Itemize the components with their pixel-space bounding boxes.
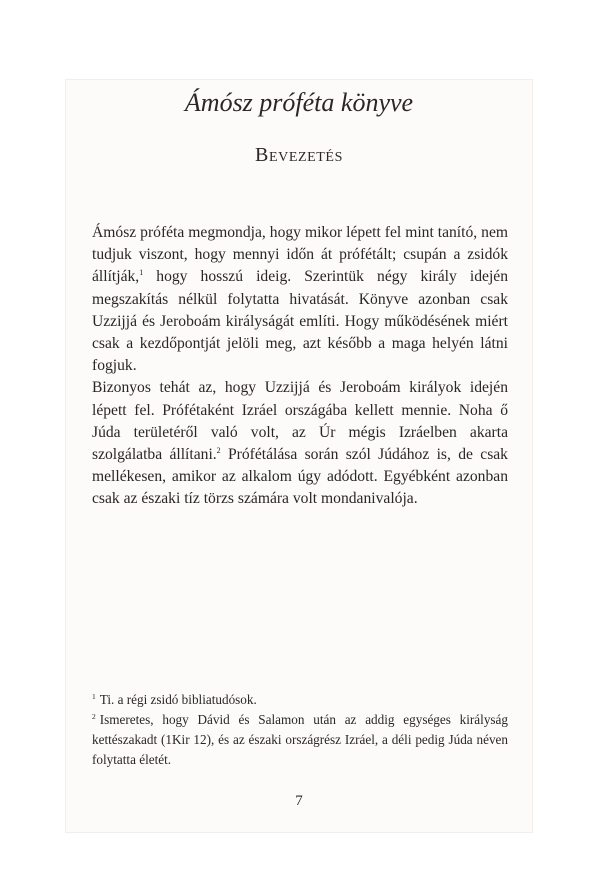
paragraph-1-part-1: Ámósz próféta megmondja, hogy mikor lépett fel mint tanító, nem tudjuk viszont, hogy mennyi időn át prófétált; csupán a zsidók állítják, bbox=[92, 224, 508, 286]
paragraph-1-part-2: hogy hosszú ideig. Szerintük négy király idején megszakítás nélkül folytatta hivatását. Könyve azonban csak Uzzijjá és Jeroboám királyságát említi. Hogy működésének miért csak a kezdőpontját jelöli meg, azt később a maga helyén látni fogjuk. bbox=[92, 268, 508, 375]
footnote-1 bbox=[92, 690, 508, 710]
footnotes bbox=[92, 690, 508, 770]
footnote-mark-1: 1 bbox=[92, 692, 96, 701]
footnote-ref-2: 2 bbox=[216, 446, 221, 456]
paragraph-2 bbox=[92, 377, 508, 510]
paragraph-1 bbox=[92, 222, 508, 377]
footnote-text-1: Ti. a régi zsidó bibliatudósok. bbox=[99, 692, 257, 707]
book-title: Ámósz próféta könyve bbox=[184, 88, 414, 117]
section-title: Bevezetés bbox=[255, 144, 343, 166]
paragraph-2-part-2: Prófétálása során szól Júdához is, de csak mellékesen, amikor az alkalom úgy adódott. Egyébként azonban csak az északi tíz törzs számára volt mondanivalója. bbox=[92, 446, 508, 508]
body-text bbox=[92, 222, 508, 511]
footnote-2 bbox=[92, 710, 508, 770]
footnote-mark-2: 2 bbox=[92, 712, 96, 721]
page-number: 7 bbox=[295, 793, 303, 809]
footnote-ref-1: 1 bbox=[139, 268, 144, 278]
footnote-text-2: Ismeretes, hogy Dávid és Salamon után az addig egységes királyság kettészakadt (1Kir 12), és az északi országrész Izráel, a déli pedig Júda néven folytatta életét. bbox=[92, 712, 508, 767]
paragraph-2-part-1: Bizonyos tehát az, hogy Uzzijjá és Jeroboám királyok idején lépett fel. Prófétaként Izráel országába kellett mennie. Noha ő Júda területéről való volt, az Úr mégis Izráelben akarta szolgálatba állítani. bbox=[92, 379, 508, 464]
